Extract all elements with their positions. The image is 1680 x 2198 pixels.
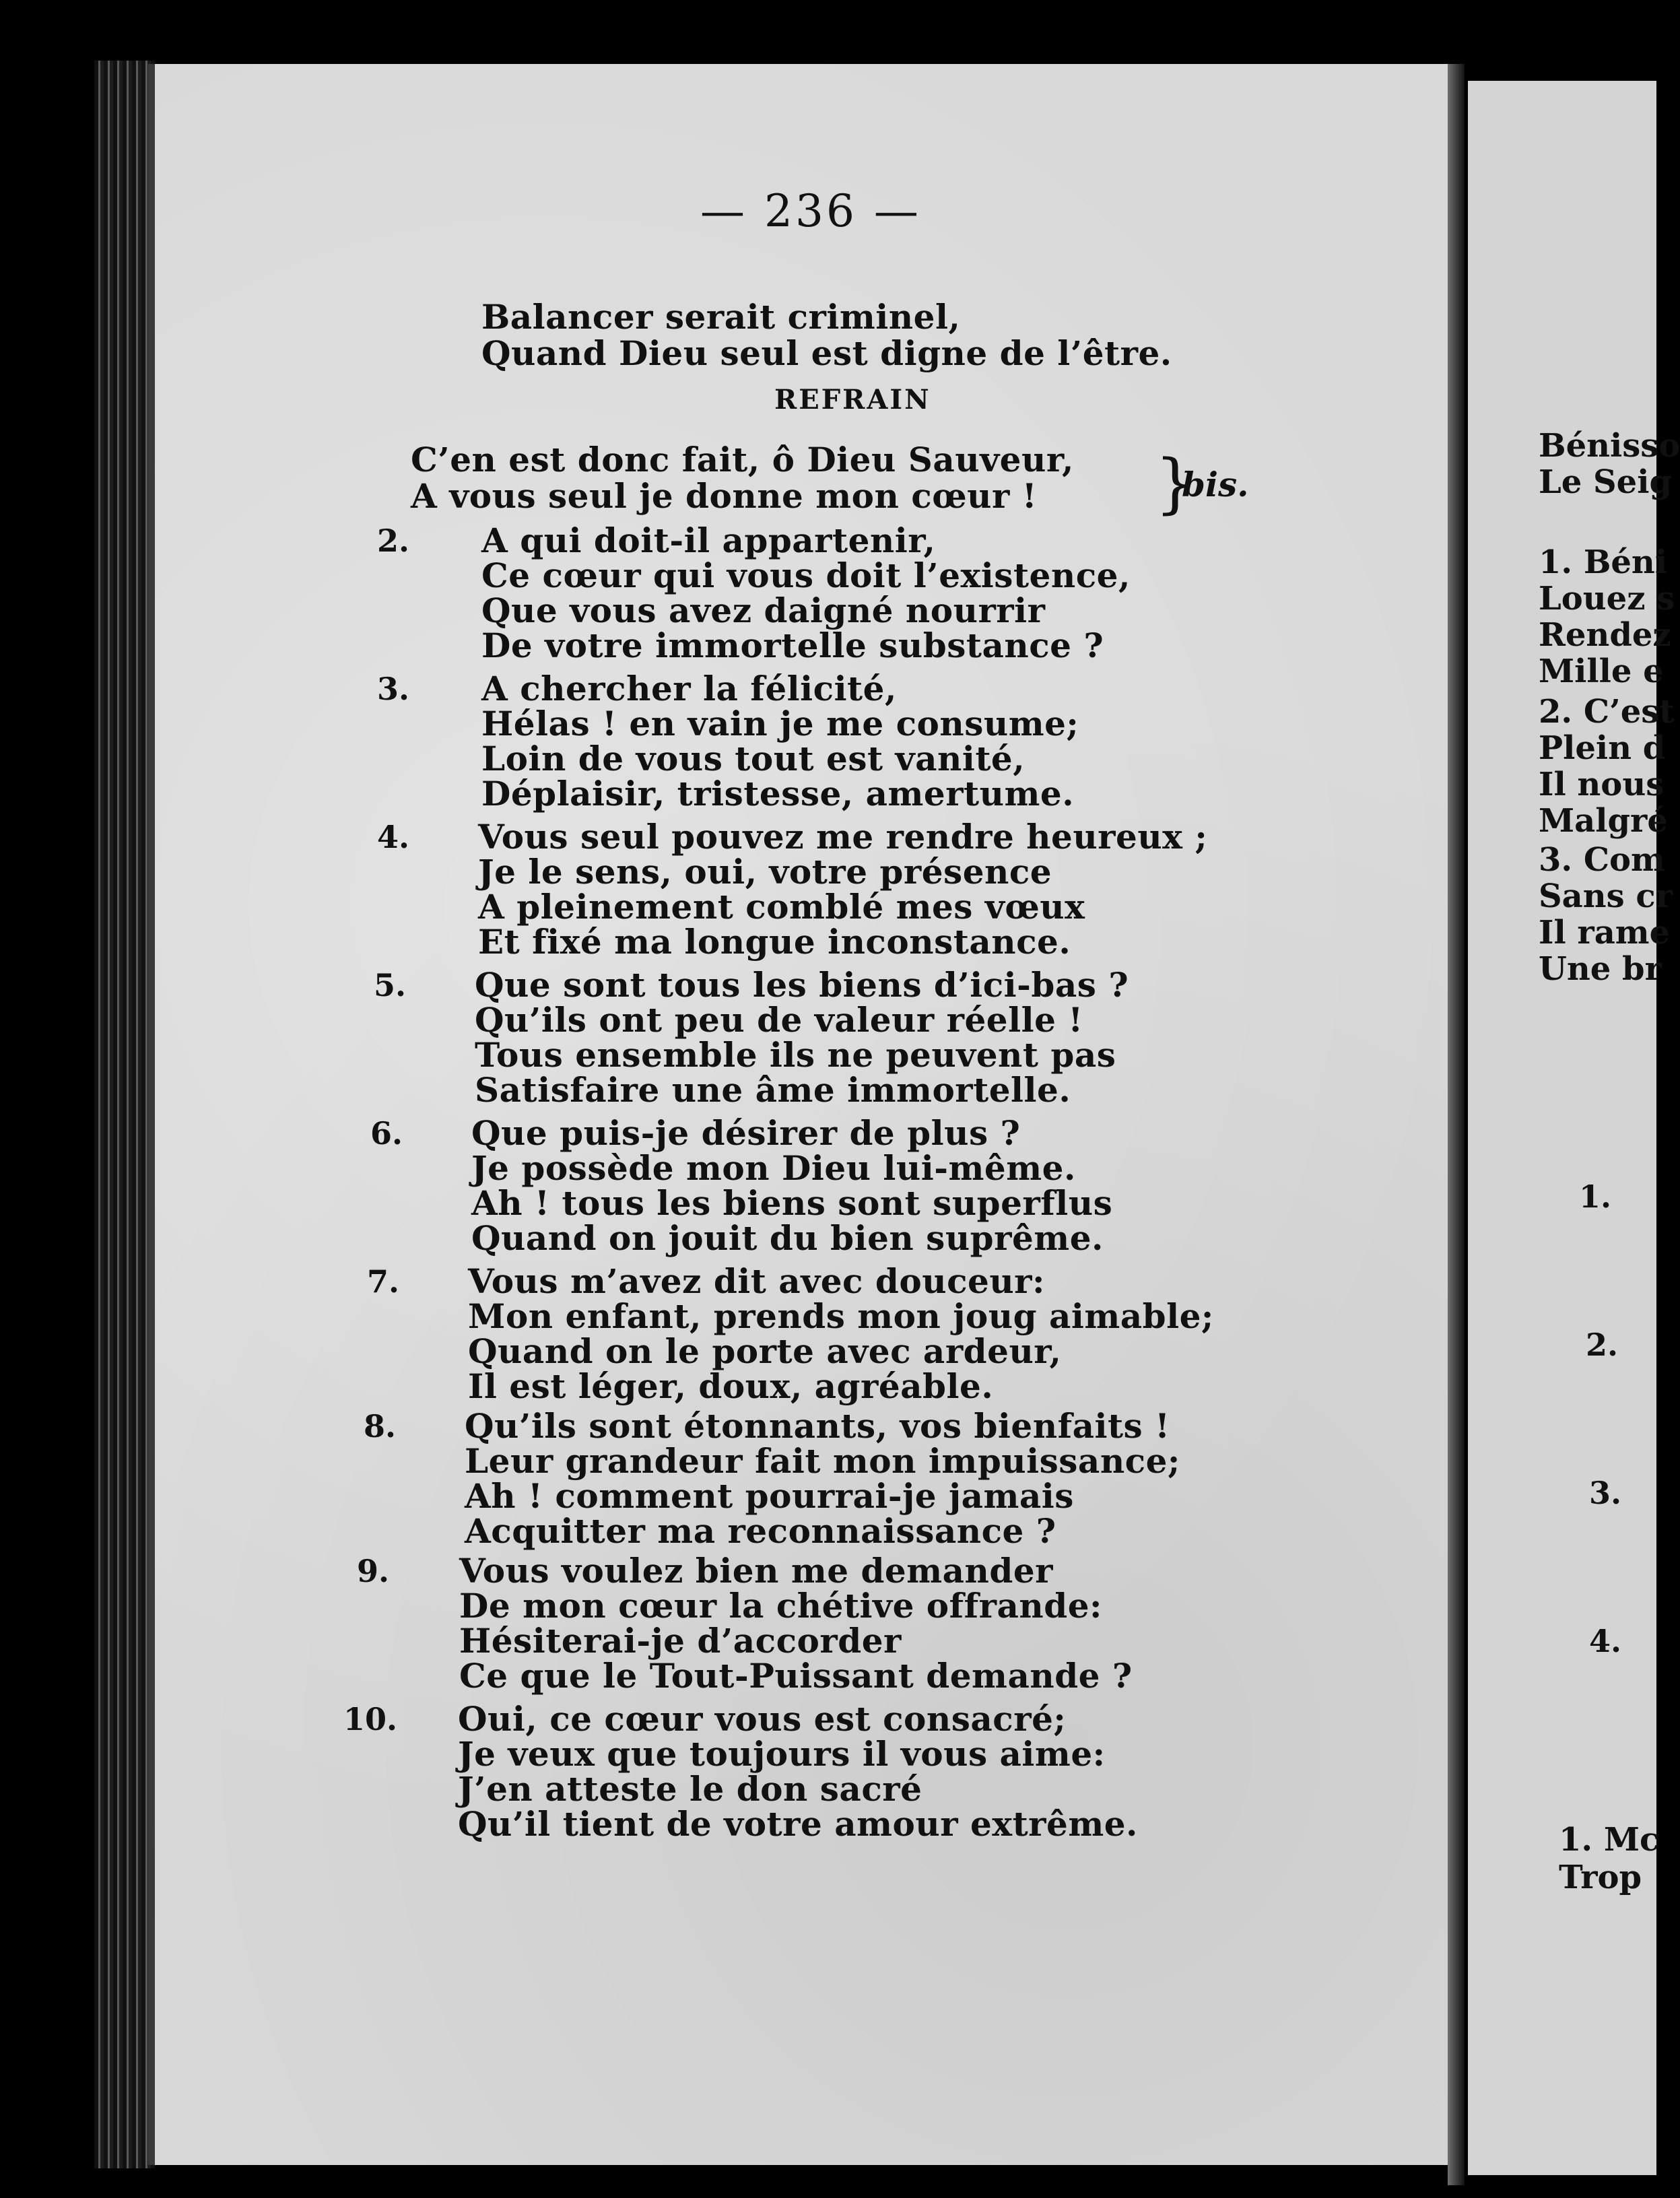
stanza-number: 6. xyxy=(370,1115,403,1152)
stanza-line: Je veux que toujours il vous aime: xyxy=(458,1734,1106,1774)
right-page-line: Il rame xyxy=(1539,914,1671,952)
stanza-line: Ah ! comment pourrai-je jamais xyxy=(465,1476,1074,1516)
right-page-line: Une br xyxy=(1539,950,1662,988)
stanza-line: Loin de vous tout est vanité, xyxy=(481,739,1026,778)
stanza-line: Tous ensemble ils ne peuvent pas xyxy=(475,1035,1116,1075)
stanza-line: A pleinement comblé mes vœux xyxy=(478,887,1085,927)
right-page-line: 3. Com xyxy=(1539,841,1665,879)
stanza-line: Je le sens, oui, votre présence xyxy=(478,852,1052,892)
stanza-line: Leur grandeur fait mon impuissance; xyxy=(465,1441,1180,1481)
right-page-line: Malgré xyxy=(1539,802,1668,840)
stanza-line: Quand on le porte avec ardeur, xyxy=(468,1331,1062,1371)
stanza-line: Ce cœur qui vous doit l’existence, xyxy=(481,556,1131,595)
stanza-line: Hélas ! en vain je me consume; xyxy=(481,704,1079,743)
stanza-line: Ah ! tous les biens sont superflus xyxy=(471,1183,1113,1223)
refrain-bis: bis. xyxy=(1182,465,1249,504)
right-page-line: Plein d xyxy=(1539,729,1666,767)
stanza-line: Qu’ils ont peu de valeur réelle ! xyxy=(475,1000,1083,1040)
right-page-line: Mille e xyxy=(1539,653,1664,690)
right-page-number: 4. xyxy=(1589,1623,1622,1659)
stanza-number: 2. xyxy=(377,523,410,559)
stanza-number: 9. xyxy=(357,1553,390,1589)
stanza-number: 4. xyxy=(377,819,410,855)
stanza-line: Que vous avez daigné nourrir xyxy=(481,591,1046,630)
book-gutter xyxy=(1448,64,1465,2185)
stanza-number: 10. xyxy=(343,1701,398,1737)
stanza-line: De votre immortelle substance ? xyxy=(481,626,1104,665)
stanza-number: 8. xyxy=(364,1408,397,1444)
stanza-number: 3. xyxy=(377,671,410,707)
stanza-line: Hésiterai-je d’accorder xyxy=(459,1621,902,1661)
stanza-line: Je possède mon Dieu lui-même. xyxy=(471,1148,1076,1188)
stanza-line: Qu’ils sont étonnants, vos bienfaits ! xyxy=(465,1406,1170,1446)
stanza-line: Acquitter ma reconnaissance ? xyxy=(465,1511,1056,1551)
right-page-line: Il nous xyxy=(1539,766,1665,803)
refrain-line: C’en est donc fait, ô Dieu Sauveur, xyxy=(411,440,1074,479)
stanza-line: De mon cœur la chétive offrande: xyxy=(459,1586,1102,1626)
stanza-line: Que puis-je désirer de plus ? xyxy=(471,1113,1021,1153)
right-page-line: Trop xyxy=(1559,1859,1642,1896)
intro-line: Quand Dieu seul est digne de l’être. xyxy=(481,333,1172,373)
page-edge xyxy=(94,61,155,2168)
stanza-line: Oui, ce cœur vous est consacré; xyxy=(458,1699,1067,1739)
stanza-line: A qui doit-il appartenir, xyxy=(481,521,936,560)
right-page-line: 1. Mc xyxy=(1559,1821,1660,1859)
stanza-line: Vous m’avez dit avec douceur: xyxy=(468,1261,1045,1301)
intro-line: Balancer serait criminel, xyxy=(481,297,961,337)
refrain-line: A vous seul je donne mon cœur ! xyxy=(411,476,1038,516)
stanza-line: Mon enfant, prends mon joug aimable; xyxy=(468,1296,1214,1336)
stanza-line: Déplaisir, tristesse, amertume. xyxy=(481,774,1075,813)
stanza-line: Quand on jouit du bien suprême. xyxy=(471,1218,1104,1258)
stanza-line: Et fixé ma longue inconstance. xyxy=(478,922,1071,962)
right-page-line: Bénisso xyxy=(1539,427,1680,465)
refrain-brace: } xyxy=(1155,446,1197,521)
page-number: — 236 — xyxy=(700,185,921,237)
stanza-line: Ce que le Tout-Puissant demande ? xyxy=(459,1656,1133,1696)
stanza-number: 5. xyxy=(374,967,407,1003)
stanza-line: Vous seul pouvez me rendre heureux ; xyxy=(478,817,1208,857)
stanza-line: J’en atteste le don sacré xyxy=(458,1769,922,1809)
stanza-line: Vous voulez bien me demander xyxy=(459,1551,1054,1591)
right-page-line: Louez s xyxy=(1539,580,1675,618)
right-page-number: 1. xyxy=(1579,1178,1612,1215)
stanza-line: Que sont tous les biens d’ici-bas ? xyxy=(475,965,1129,1005)
right-page-line: 2. C’est xyxy=(1539,693,1675,731)
right-page-number: 2. xyxy=(1586,1327,1619,1363)
right-page-line: 1. Béni xyxy=(1539,543,1668,581)
stanza-line: A chercher la félicité, xyxy=(481,669,897,708)
stanza-line: Il est léger, doux, agréable. xyxy=(468,1366,994,1406)
right-page-line: Sans cr xyxy=(1539,877,1673,915)
right-page-line: Rendez xyxy=(1539,616,1671,654)
refrain-heading: REFRAIN xyxy=(774,384,931,415)
stanza-line: Qu’il tient de votre amour extrême. xyxy=(458,1804,1138,1844)
right-page-number: 3. xyxy=(1589,1475,1622,1511)
stanza-number: 7. xyxy=(367,1263,400,1300)
stanza-line: Satisfaire une âme immortelle. xyxy=(475,1070,1071,1110)
right-page-line: Le Seig xyxy=(1539,463,1672,501)
